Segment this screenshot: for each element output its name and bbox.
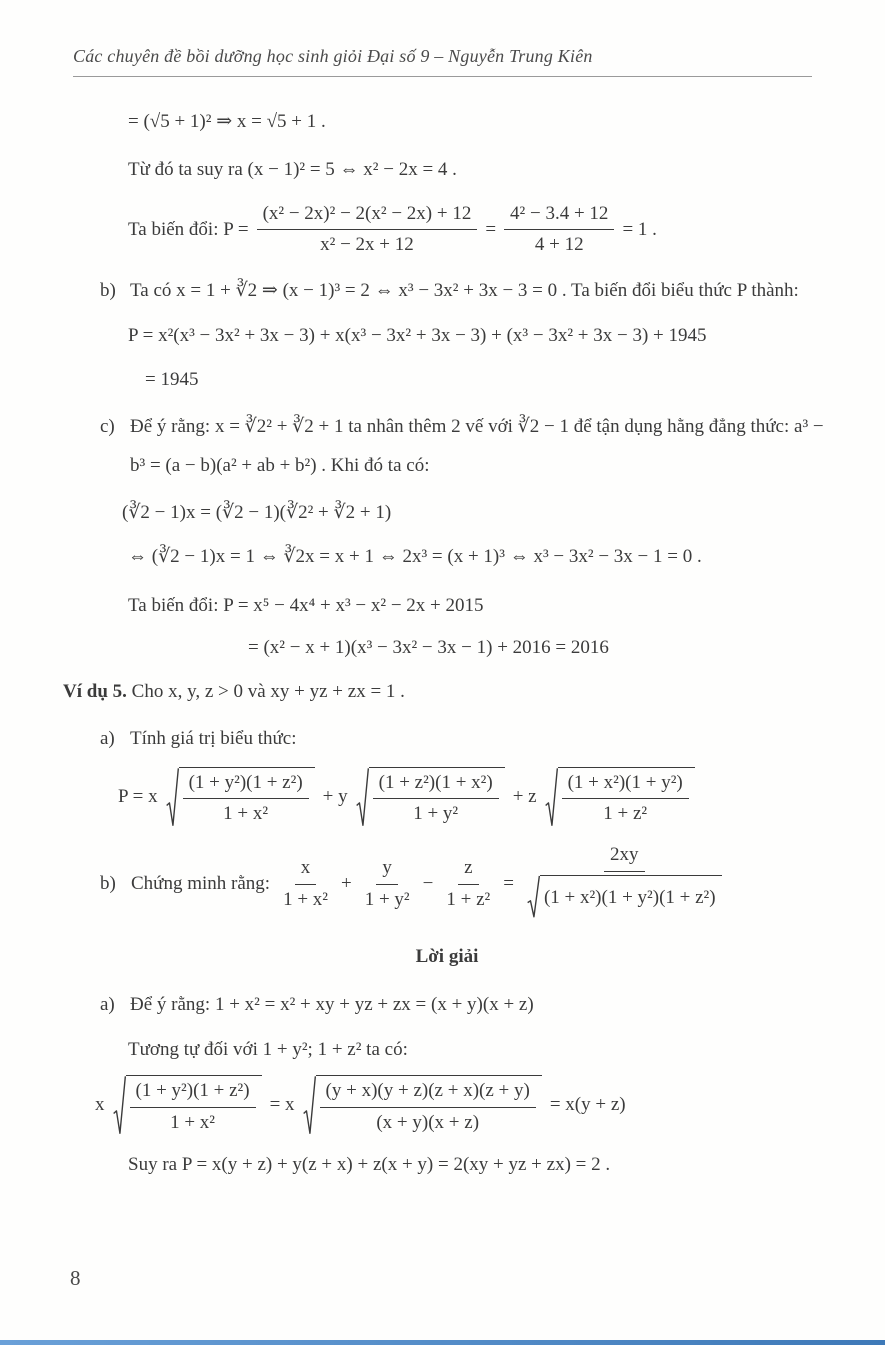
math-text: Suy ra P = x(y + z) + y(z + x) + z(x + y) = 2(xy + yz + zx) = 2 . (128, 1153, 611, 1175)
item-marker: a) (100, 727, 115, 749)
sqrt-radical (545, 767, 695, 827)
fraction-numerator: (y + x)(y + z)(z + x)(z + y) (320, 1079, 536, 1108)
radicand (316, 1075, 542, 1135)
fraction-denominator: x² − 2x + 12 (320, 234, 414, 256)
fraction-numerator: (1 + y²)(1 + z²) (183, 771, 309, 800)
equation-cbrt-product (122, 498, 831, 528)
solution-heading (63, 942, 831, 972)
radical-sign-icon (356, 767, 369, 827)
fraction-numerator: (x² − 2x)² − 2(x² − 2x) + 12 (257, 202, 478, 231)
line-bien-doi-2 (128, 591, 831, 621)
fraction-denominator: (x + y)(x + z) (376, 1112, 480, 1134)
radical-sign-icon (303, 1075, 316, 1135)
math-text: Tương tự đối với 1 + y²; 1 + z² ta có: (128, 1039, 408, 1061)
radical-sign-icon (113, 1075, 126, 1135)
list-item-b-proof (100, 843, 831, 926)
math-text: = (√5 + 1)² ⇒ x = √5 + 1 . (128, 111, 326, 132)
header-title: Các chuyên đề bồi dưỡng học sinh giỏi Đại số 9 – Nguyễn Trung Kiên (73, 46, 593, 66)
example-label: Ví dụ 5. (63, 681, 127, 703)
equals-sign: = x (269, 1094, 295, 1116)
radicand (126, 1075, 262, 1135)
fraction-numerator: x (295, 856, 317, 885)
item-marker: b) (100, 873, 116, 895)
radical-sign-icon (166, 767, 179, 827)
list-item-a2 (100, 986, 831, 1025)
fraction-numerator: y (376, 856, 398, 885)
lead-text: Ta biến đổi: P = (128, 218, 249, 240)
item-marker: b) (100, 280, 116, 302)
example-text: Cho x, y, z > 0 và xy + yz + zx = 1 . (131, 681, 405, 703)
fraction-denominator: 1 + x² (283, 888, 328, 910)
radicand (179, 767, 315, 827)
math-operator: − (422, 873, 434, 895)
equation-p-result (145, 365, 831, 395)
equation-x-radicals (95, 1075, 831, 1135)
math-text: = 1945 (145, 369, 199, 391)
fraction (373, 771, 499, 827)
item-text: Để ý rằng: 1 + x² = x² + xy + yz + zx = (x + y)(x + z) (130, 994, 534, 1016)
fraction-denominator (521, 872, 728, 926)
fraction (320, 1079, 536, 1135)
lead-text: Chứng minh rằng: (131, 873, 271, 895)
fraction (130, 1079, 256, 1135)
equals-sign: = (485, 218, 497, 240)
fraction (521, 843, 728, 926)
equals-sign: = (503, 873, 514, 895)
fraction-denominator: 1 + y² (364, 888, 410, 910)
item-text: Tính giá trị biểu thức: (130, 727, 297, 749)
math-text: Từ đó ta suy ra (x − 1)² = 5 ⇔ x² − 2x = 4 . (128, 159, 457, 181)
fraction-denominator: 1 + x² (223, 803, 269, 825)
radicand (369, 767, 505, 827)
equation-P-radicals (118, 767, 831, 827)
viewer-bottom-edge (0, 1340, 885, 1345)
math-lead: x (95, 1094, 105, 1116)
fraction (257, 202, 478, 258)
sqrt-radical (166, 767, 315, 827)
solution-heading-text: Lời giải (415, 945, 479, 967)
sqrt-radical (356, 767, 505, 827)
radicand: (1 + x²)(1 + y²)(1 + z²) (540, 875, 722, 918)
line-suy-ra-2 (128, 1150, 831, 1180)
line-suy-ra (128, 155, 831, 185)
line-tuong-tu (128, 1035, 831, 1065)
fraction-numerator: 2xy (604, 843, 645, 872)
line-bien-doi-1 (128, 202, 831, 258)
fraction-denominator: 1 + z² (446, 888, 491, 910)
fraction-denominator: 4 + 12 (534, 234, 584, 256)
math-text: = (x² − x + 1)(x³ − 3x² − 3x − 1) + 2016 = 2016 (248, 636, 609, 658)
sqrt-radical (527, 875, 722, 918)
item-marker: a) (100, 994, 115, 1016)
radical-sign-icon (527, 875, 540, 918)
fraction-numerator: 4² − 3.4 + 12 (504, 202, 614, 231)
math-tail: = x(y + z) (549, 1094, 626, 1116)
list-item-b (100, 272, 831, 311)
math-text: (∛2 − 1)x = (∛2 − 1)(∛2² + ∛2 + 1) (122, 501, 392, 523)
line-bien-doi-2-cont (248, 633, 831, 663)
page-header (0, 0, 885, 67)
fraction (183, 771, 309, 827)
list-item-a1 (100, 720, 831, 759)
fraction-denominator: 1 + z² (603, 803, 648, 825)
fraction-denominator: 1 + x² (170, 1112, 215, 1134)
sqrt-radical (303, 1075, 542, 1135)
list-item-c (100, 408, 831, 486)
fraction (504, 202, 614, 258)
tail-text: = 1 . (622, 218, 657, 240)
fraction (359, 856, 416, 912)
equation-p-expand (128, 321, 831, 351)
fraction-numerator: z (458, 856, 478, 885)
item-text: Ta có x = 1 + ∛2 ⇒ (x − 1)³ = 2 ⇔ x³ − 3x² + 3x − 3 = 0 . Ta biến đổi biểu thức P thành: (130, 280, 799, 302)
item-marker: c) (100, 415, 115, 437)
math-text: P = x²(x³ − 3x² + 3x − 3) + x(x³ − 3x² + 3x − 3) + (x³ − 3x² + 3x − 3) + 1945 (128, 325, 707, 347)
fraction (562, 771, 689, 827)
page-footer (70, 1266, 81, 1291)
example-5-line (63, 677, 831, 707)
page-number: 8 (70, 1266, 81, 1290)
equation-sqrt5 (128, 107, 831, 137)
equation-cbrt-chain (128, 542, 831, 572)
fraction (277, 856, 334, 912)
page-body (0, 77, 885, 1180)
fraction-numerator: (1 + y²)(1 + z²) (130, 1079, 256, 1108)
math-operator: + (341, 873, 352, 895)
fraction-denominator: 1 + y² (413, 803, 459, 825)
fraction-numerator: (1 + x²)(1 + y²) (562, 771, 689, 800)
sqrt-radical (113, 1075, 262, 1135)
radicand (558, 767, 695, 827)
radical-sign-icon (545, 767, 558, 827)
fraction (440, 856, 496, 912)
item-text: Để ý rằng: x = ∛2² + ∛2 + 1 ta nhân thêm 2 vế với ∛2 − 1 để tận dụng hằng đẳng thức: a³ − b³ = (a − b)(a² + ab + b²) . Khi đó ta có: (130, 415, 824, 476)
math-text: Ta biến đổi: P = x⁵ − 4x⁴ + x³ − x² − 2x + 2015 (128, 594, 484, 616)
math-text: ⇔ (∛2 − 1)x = 1 ⇔ ∛2x = x + 1 ⇔ 2x³ = (x + 1)³ ⇔ x³ − 3x² − 3x − 1 = 0 . (128, 546, 702, 568)
math-lead: P = x (118, 785, 158, 807)
math-operator: + z (512, 785, 537, 807)
math-operator: + y (322, 785, 348, 807)
fraction-numerator: (1 + z²)(1 + x²) (373, 771, 499, 800)
